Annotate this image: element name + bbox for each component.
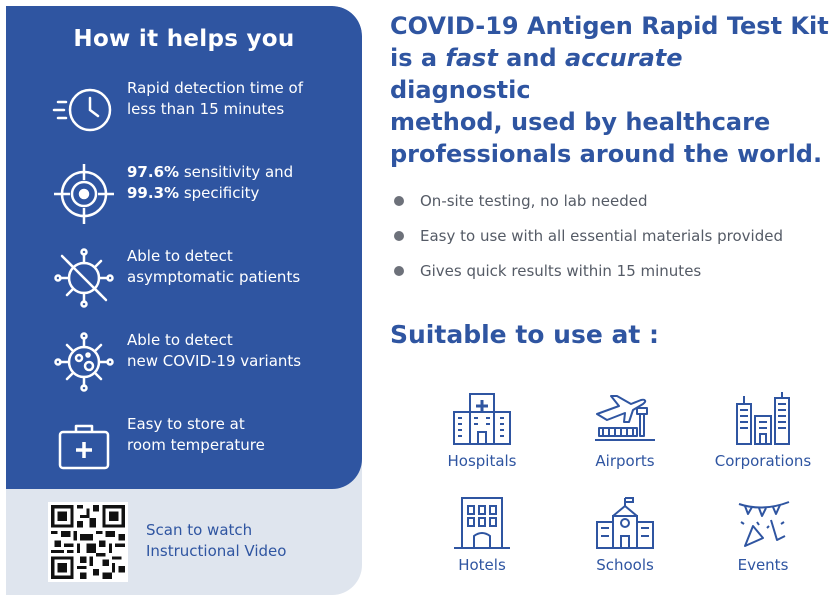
benefit-line: Easy to store at xyxy=(127,415,245,433)
benefit-storage-text xyxy=(127,414,347,456)
qr-caption-line: Instructional Video xyxy=(146,542,287,560)
list-item xyxy=(392,190,832,225)
sensitivity-value: 97.6% xyxy=(127,163,180,181)
headline-line: method, used by healthcare xyxy=(390,108,771,136)
headline-line: professionals around the world. xyxy=(390,140,823,168)
benefit-line: Rapid detection time of xyxy=(127,79,303,97)
place-label: Schools xyxy=(596,556,654,574)
headline-line: COVID-19 Antigen Rapid Test Kit xyxy=(390,12,829,40)
place-label: Hotels xyxy=(458,556,506,574)
benefit-line: Able to detect xyxy=(127,331,233,349)
benefit-rapid-detection xyxy=(6,78,362,148)
hotel-icon xyxy=(450,496,514,550)
benefit-line: asymptomatic patients xyxy=(127,268,301,286)
headline-text: is a xyxy=(390,44,446,72)
benefit-variants-text xyxy=(127,330,347,372)
events-icon xyxy=(731,496,795,550)
place-hotels xyxy=(417,496,547,574)
benefits-panel xyxy=(6,6,362,489)
place-label: Corporations xyxy=(714,452,812,470)
bullet-icon xyxy=(394,231,404,241)
place-airports xyxy=(560,392,690,470)
benefit-text: specificity xyxy=(179,184,260,202)
list-item xyxy=(392,225,832,260)
list-item-text: Gives quick results within 15 minutes xyxy=(420,262,702,280)
place-label: Airports xyxy=(595,452,655,470)
benefits-title: How it helps you xyxy=(73,26,295,52)
place-label: Hospitals xyxy=(447,452,517,470)
place-events xyxy=(698,496,828,574)
virus-crossed-icon xyxy=(52,246,116,310)
suitable-title: Suitable to use at : xyxy=(390,320,660,349)
list-item-text: On-site testing, no lab needed xyxy=(420,192,648,210)
list-item-text: Easy to use with all essential materials provided xyxy=(420,227,783,245)
benefit-line: Able to detect xyxy=(127,247,233,265)
stopwatch-icon xyxy=(52,78,116,142)
place-label: Events xyxy=(737,556,789,574)
headline-text: and xyxy=(497,44,565,72)
headline xyxy=(390,10,830,170)
crosshair-icon xyxy=(52,162,116,226)
qr-code-icon xyxy=(48,502,128,582)
hospital-icon xyxy=(450,392,514,446)
benefits-card xyxy=(6,6,362,595)
specificity-value: 99.3% xyxy=(127,184,180,202)
airport-icon xyxy=(593,392,657,446)
benefit-asymptomatic xyxy=(6,246,362,316)
benefit-sensitivity xyxy=(6,162,362,232)
benefit-line xyxy=(127,183,347,204)
place-schools xyxy=(560,496,690,574)
school-icon xyxy=(593,496,657,550)
place-corporations xyxy=(698,392,828,470)
qr-caption-line: Scan to watch xyxy=(146,521,253,539)
feature-list xyxy=(392,190,832,295)
benefit-storage xyxy=(6,414,362,484)
headline-emphasis: fast xyxy=(445,44,498,72)
qr-caption xyxy=(146,520,346,562)
bullet-icon xyxy=(394,266,404,276)
benefit-line: new COVID-19 variants xyxy=(127,352,302,370)
benefit-variants xyxy=(6,330,362,400)
medical-case-icon xyxy=(52,414,116,478)
headline-line xyxy=(390,42,830,106)
qr-code[interactable] xyxy=(48,502,128,582)
benefit-line: room temperature xyxy=(127,436,265,454)
list-item xyxy=(392,260,832,295)
benefit-sensitivity-text xyxy=(127,162,347,204)
place-hospitals xyxy=(417,392,547,470)
benefit-rapid-text xyxy=(127,78,347,120)
benefit-line xyxy=(127,162,347,183)
corporation-icon xyxy=(731,392,795,446)
benefit-text: sensitivity and xyxy=(179,163,294,181)
benefit-line: less than 15 minutes xyxy=(127,100,285,118)
benefit-asymptomatic-text xyxy=(127,246,347,288)
virus-variant-icon xyxy=(52,330,116,394)
headline-emphasis: accurate xyxy=(565,44,683,72)
bullet-icon xyxy=(394,196,404,206)
headline-text: diagnostic xyxy=(390,76,531,104)
